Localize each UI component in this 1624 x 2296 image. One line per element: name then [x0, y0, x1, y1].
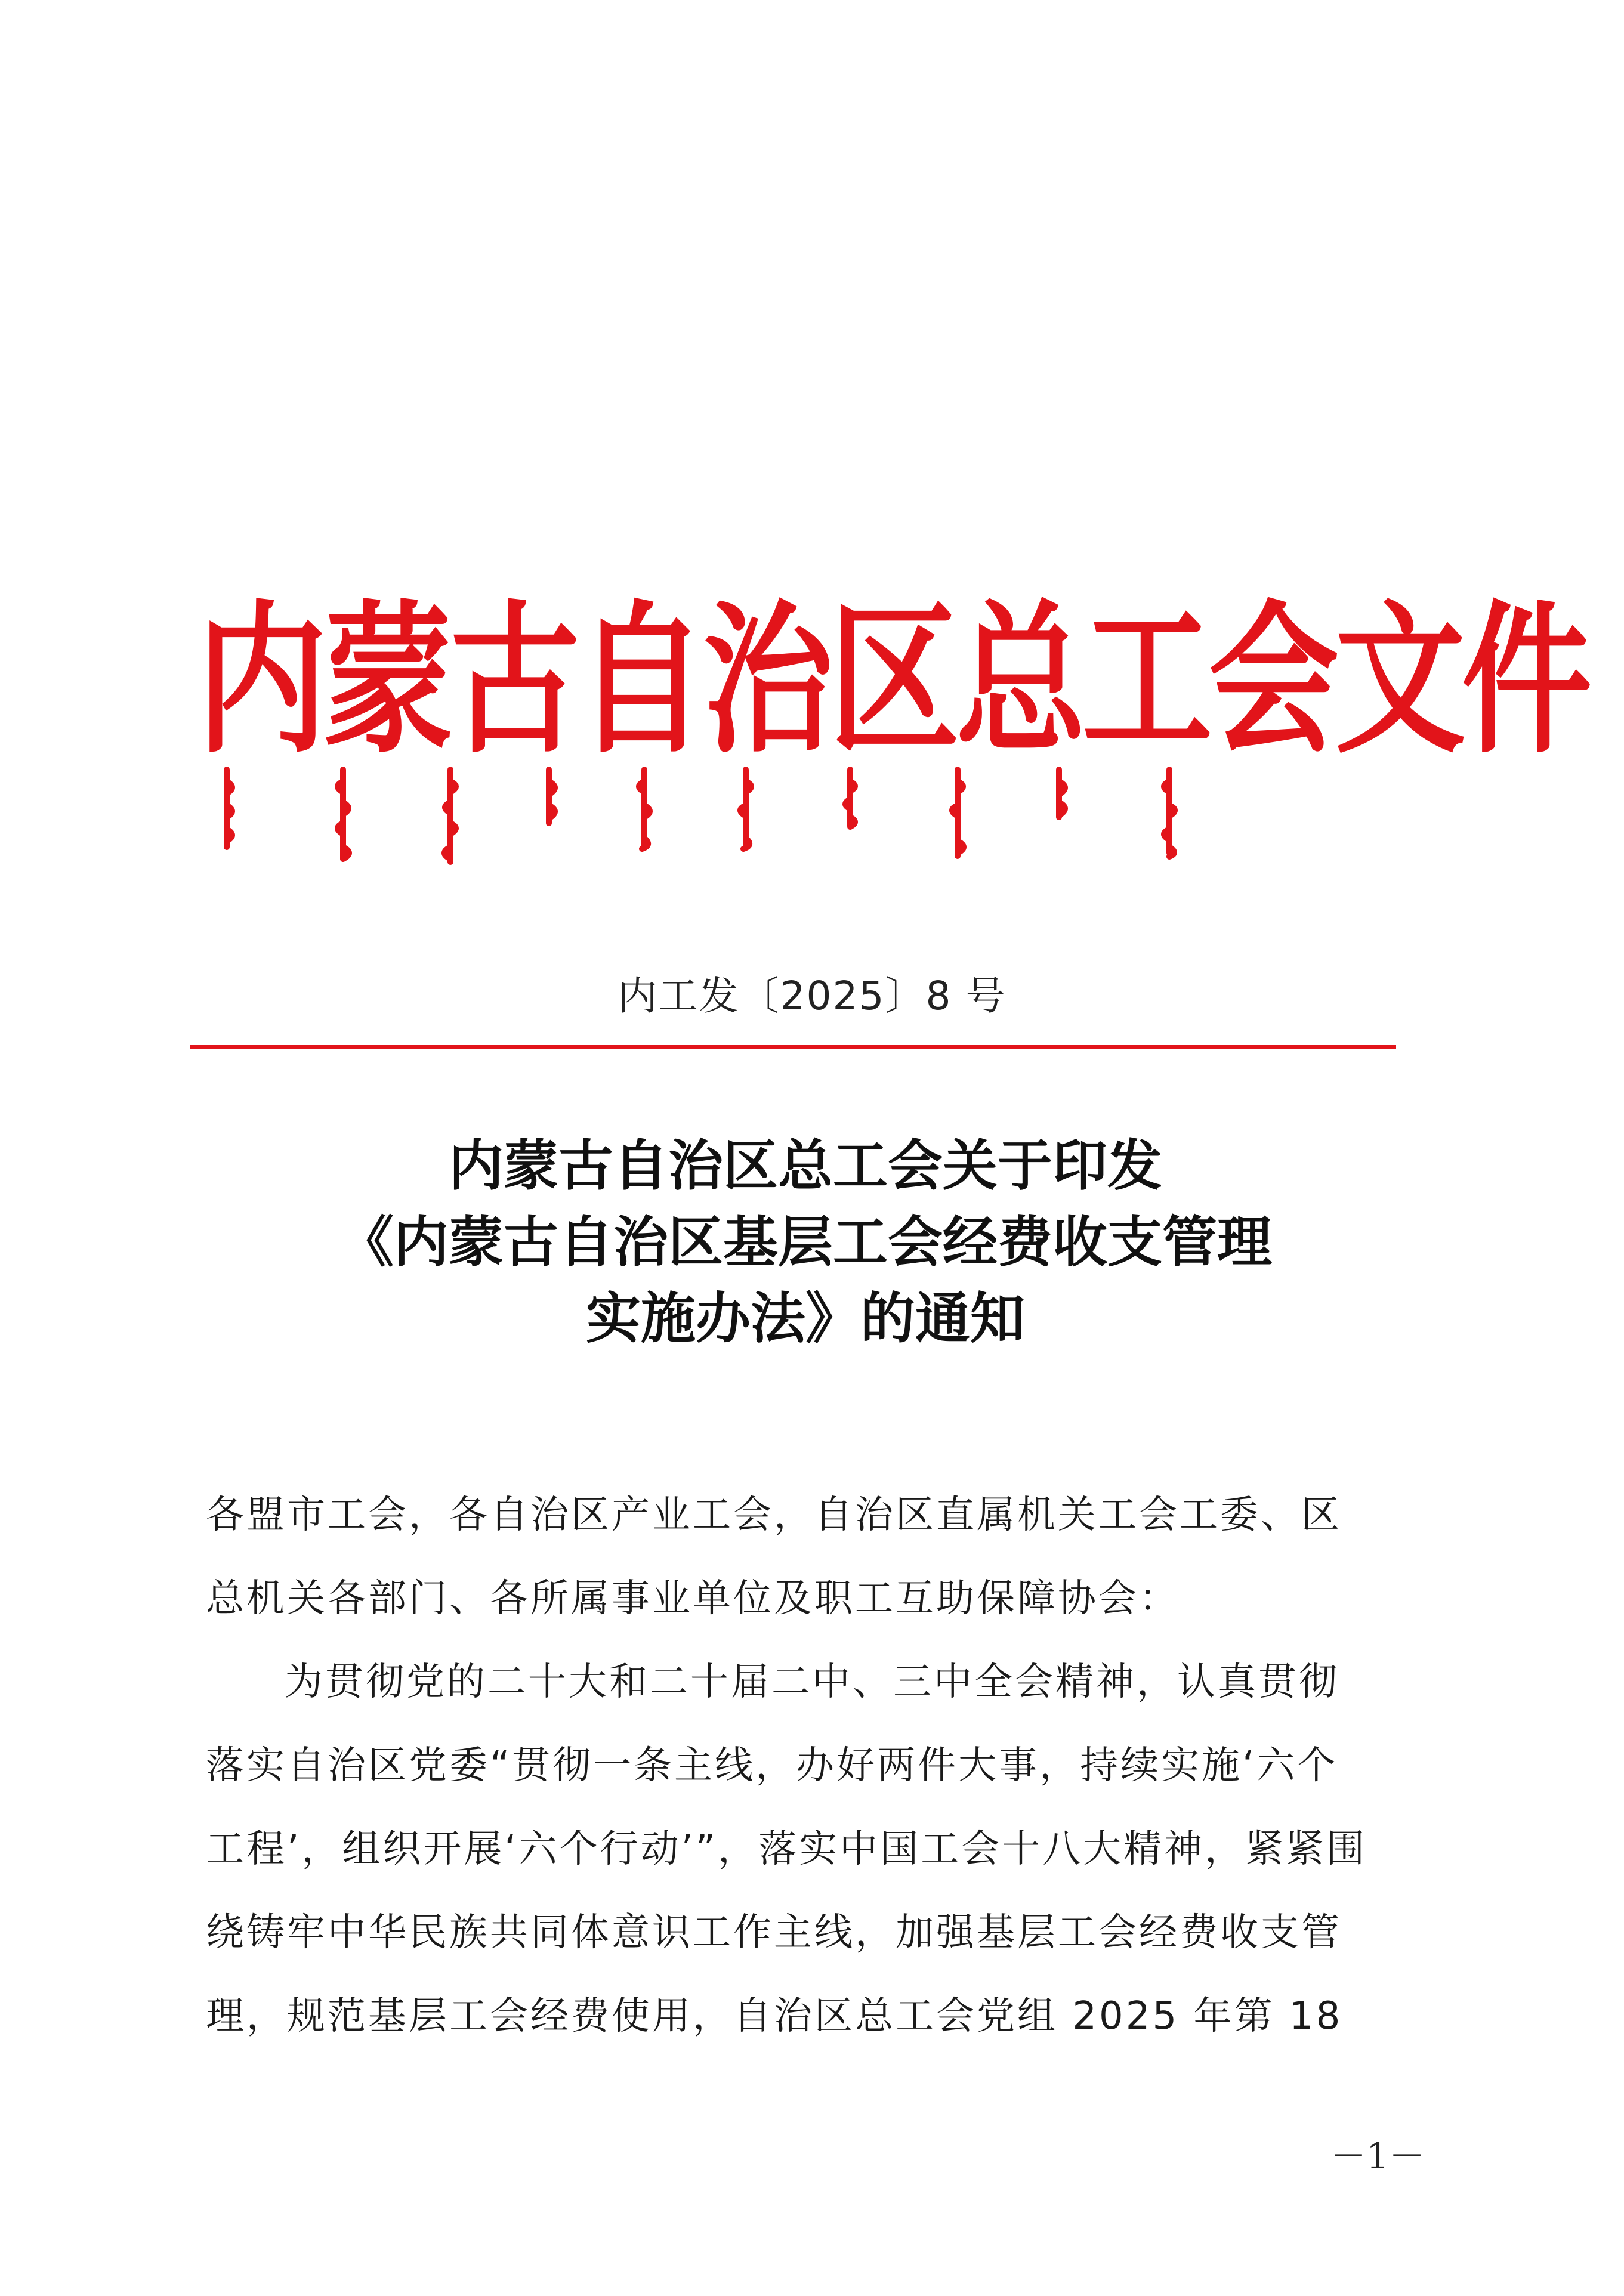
title-line-3: 实施办法》的通知: [585, 1286, 1025, 1351]
paragraph-line-3: 工程’，组织开展‘六个行动’”，落实中国工会十八大精神，紧紧围: [206, 1827, 1367, 1871]
document-title: [179, 1127, 1432, 1356]
addressee-line-2: 总机关各部门、各所属事业单位及职工互助保障协会：: [206, 1577, 1180, 1621]
page-number: －1－: [1330, 2136, 1425, 2177]
document-body: [206, 1473, 1429, 2058]
paragraph-line-4: 绕铸牢中华民族共同体意识工作主线，加强基层工会经费收支管: [206, 1911, 1342, 1955]
paragraph-line-2: 落实自治区党委“贯彻一条主线，办好两件大事，持续实施‘六个: [206, 1744, 1338, 1788]
paragraph-line-1: 为贯彻党的二十大和二十届二中、三中全会精神，认真贯彻: [285, 1660, 1339, 1704]
document-number: 内工发〔2025〕8 号: [618, 973, 1006, 1019]
addressee-line-1: 各盟市工会，各自治区产业工会，自治区直属机关工会工委、区: [206, 1493, 1342, 1537]
masthead-title: 内蒙古自治区总工会文件: [197, 586, 1588, 775]
title-line-2: 《内蒙古自治区基层工会经费收支管理: [338, 1210, 1272, 1274]
red-divider: [190, 1045, 1396, 1049]
title-line-1: 内蒙古自治区总工会关于印发: [448, 1133, 1162, 1198]
paragraph-line-5: 理，规范基层工会经费使用，自治区总工会党组 2025 年第 18: [206, 1994, 1343, 2038]
mongolian-script-logo: [215, 758, 1384, 877]
